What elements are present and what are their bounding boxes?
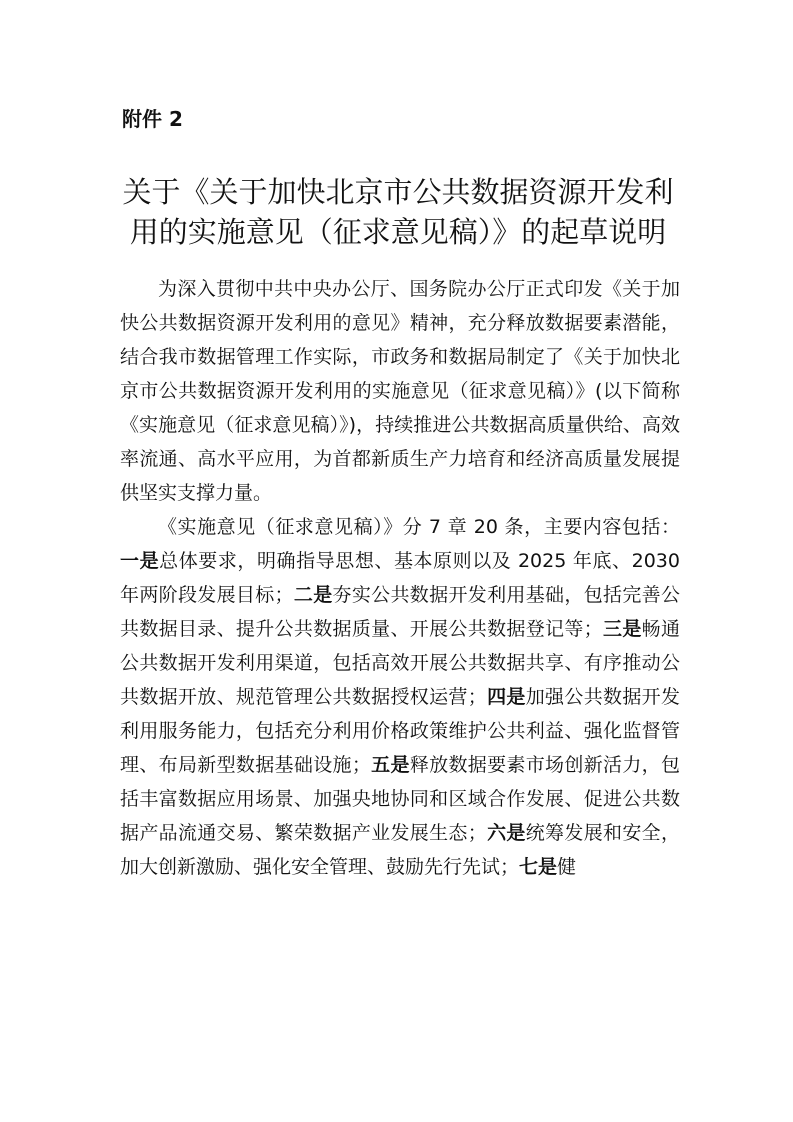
point-marker-7: 七是 xyxy=(519,856,558,878)
point-marker-3: 三是 xyxy=(602,618,642,640)
document-title: 关于《关于加快北京市公共数据资源开发利用的实施意见（征求意见稿）》的起草说明 xyxy=(122,175,674,249)
point-marker-1: 一是 xyxy=(120,550,160,572)
point-marker-5: 五是 xyxy=(370,754,410,776)
point-marker-6: 六是 xyxy=(486,822,526,844)
document-body xyxy=(120,272,680,884)
paragraph-intro: 为深入贯彻中共中央办公厅、国务院办公厅正式印发《关于加快公共数据资源开发利用的意见》精神，充分释放数据要素潜能，结合我市数据管理工作实际，市政务和数据局制定了《关于加快北京市公共数据资源开发利用的实施意见（征求意见稿）》(以下简称《实施意见（征求意见稿）》)，持续推进公共数据高质量供给、高效率流通、高水平应用，为首都新质生产力培育和经济高质量发展提供坚实支撑力量。 xyxy=(120,278,680,504)
point-text-6: 统筹发展和安全，加大创新激励、强化安全管理、鼓励先行先试； xyxy=(120,822,680,878)
point-text-1: 总体要求，明确指导思想、基本原则以及 2025 年底、2030 年两阶段发展目标； xyxy=(120,550,680,606)
contents-intro: 《实施意见（征求意见稿）》分 7 章 20 条，主要内容包括： xyxy=(158,516,680,538)
paragraph-contents xyxy=(120,510,680,884)
point-text-4: 加强公共数据开发利用服务能力，包括充分利用价格政策维护公共利益、强化监督管理、布局新型数据基础设施； xyxy=(120,686,680,776)
point-text-2: 夯实公共数据开发利用基础，包括完善公共数据目录、提升公共数据质量、开展公共数据登记等； xyxy=(120,584,680,640)
attachment-label: 附件 2 xyxy=(122,107,183,131)
point-text-7: 健 xyxy=(557,856,577,878)
point-marker-2: 二是 xyxy=(293,584,333,606)
point-text-3: 畅通公共数据开发利用渠道，包括高效开展公共数据共享、有序推动公共数据开放、规范管理公共数据授权运营； xyxy=(120,618,680,708)
point-marker-4: 四是 xyxy=(486,686,526,708)
point-text-5: 释放数据要素市场创新活力，包括丰富数据应用场景、加强央地协同和区域合作发展、促进公共数据产品流通交易、繁荣数据产业发展生态； xyxy=(120,754,680,844)
